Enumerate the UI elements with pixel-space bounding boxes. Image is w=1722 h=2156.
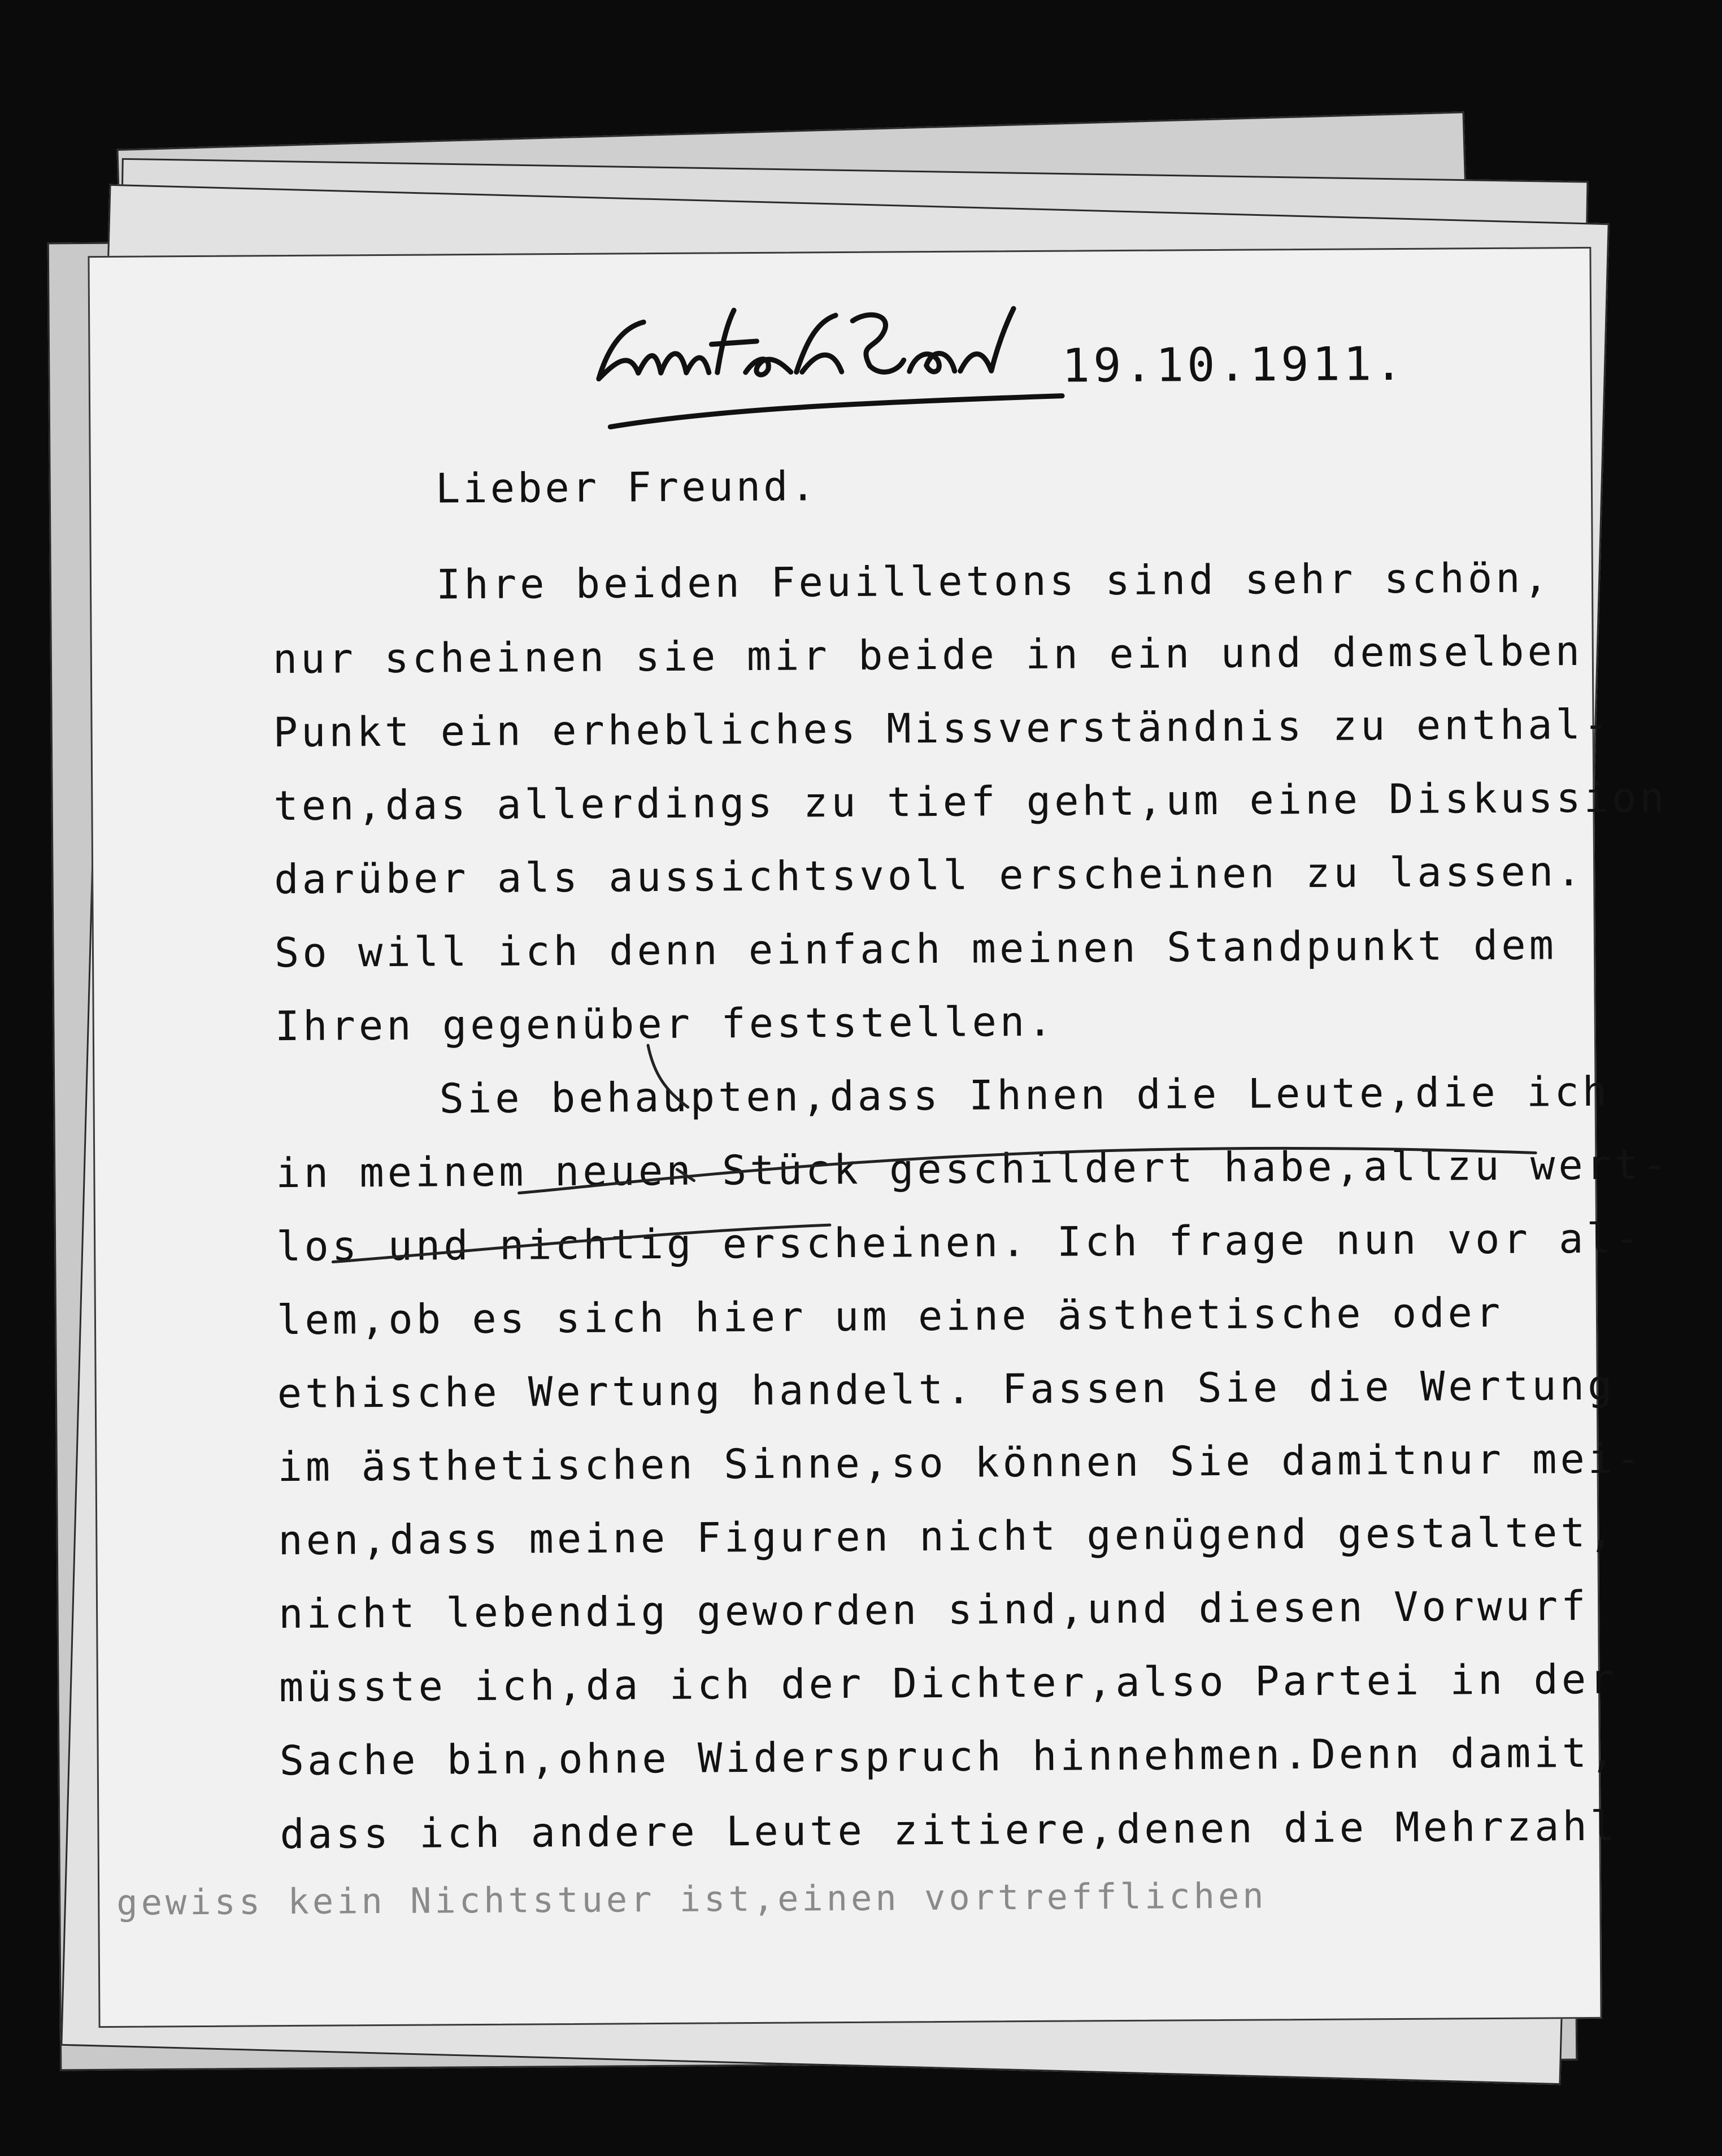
body-line: darüber als aussichtsvoll erscheinen zu lassen. (273, 847, 1585, 903)
salutation: Lieber Freund. (435, 462, 819, 512)
body-line: nur scheinen sie mir beide in ein und demselben (272, 627, 1584, 683)
body-line: Sie behaupten,dass Ihnen die Leute,die ich (439, 1067, 1611, 1123)
letter-body (92, 554, 1670, 1858)
body-line: nen,dass meine Figuren nicht genügend gestaltet, (278, 1508, 1617, 1564)
body-line: müsste ich,da ich der Dichter,also Partei in der (279, 1655, 1617, 1711)
body-line: im ästhetischen Sinne,so können Sie damitnur mei- (277, 1435, 1644, 1491)
body-line: ten,das allerdings zu tief geht,um eine Diskussion (273, 773, 1668, 830)
body-line: nicht lebendig geworden sind,und diesen Vorwurf (278, 1581, 1589, 1638)
handwritten-signature (576, 285, 1097, 441)
body-line: Punkt ein erhebliches Missverständnis zu enthal- (273, 700, 1612, 757)
body-line: ethische Wertung handelt. Fassen Sie die Wertung (277, 1361, 1616, 1418)
signature-drawing (576, 285, 1097, 441)
body-line: Ihre beiden Feuilletons sind sehr schön, (436, 554, 1552, 608)
body-line: los und nichtig erscheinen. Ich frage nun vor al- (276, 1214, 1643, 1271)
body-line: dass ich andere Leute zitiere,denen die Mehrzahl (280, 1802, 1619, 1858)
letter-page (88, 247, 1670, 2028)
body-line: lem,ob es sich hier um eine ästhetische oder (276, 1288, 1504, 1344)
body-line: So will ich denn einfach meinen Standpunkt dem (274, 921, 1558, 977)
body-line: in meinem neuen Stück geschildert habe,allzu wert- (276, 1141, 1670, 1197)
body-line: Sache bin,ohne Widerspruch hinnehmen.Denn damit, (279, 1728, 1618, 1785)
body-line: Ihren gegenüber feststellen. (275, 997, 1056, 1050)
underlying-sheet-line: gewiss kein Nichtstuer ist,einen vortrefflichen (116, 1875, 1267, 1923)
letter-date: 19.10.1911. (1062, 337, 1407, 393)
